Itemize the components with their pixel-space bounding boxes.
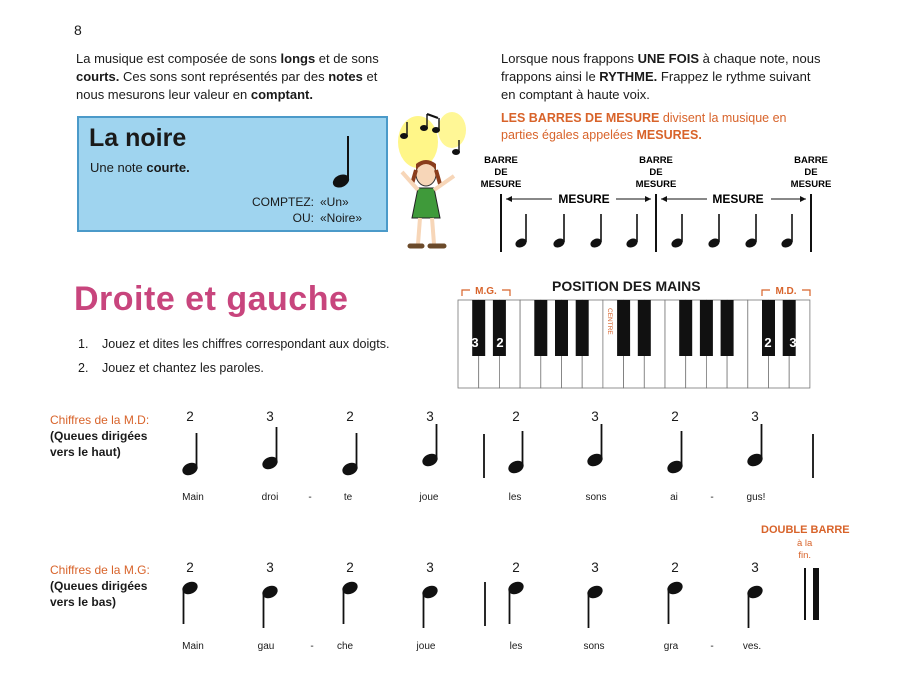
left-hand-label-text: Chiffres de la M.G:	[50, 563, 150, 577]
count-value: «Un»	[320, 195, 349, 209]
lyric-syllable: les	[508, 492, 522, 503]
intro-text: et nous mesurons leur valeur en	[76, 69, 378, 102]
finger-number: 2	[671, 560, 679, 575]
lyric-syllable: Main	[182, 492, 204, 503]
black-key	[534, 300, 547, 356]
lh-finger-2: 2	[496, 335, 504, 350]
box-count	[244, 194, 366, 226]
intro-bold-notes: notes	[328, 69, 363, 84]
quarter-note	[340, 433, 359, 478]
finger-number: 3	[751, 560, 759, 575]
lh-finger-3: 3	[471, 335, 479, 350]
intro-bold-longs: longs	[280, 51, 316, 66]
double-bar-sub: à la	[797, 538, 813, 549]
finger-number: 3	[591, 560, 599, 575]
quarter-note	[745, 424, 764, 469]
barre-label-line: MESURE	[790, 179, 832, 190]
lyric-syllable: -	[710, 492, 714, 503]
bars-bold-mesures: MESURES.	[636, 128, 702, 142]
quarter-note	[589, 214, 603, 249]
barre-label-line: MESURE	[635, 179, 677, 190]
instruction-text: Jouez et dites les chiffres correspondant aux doigts.	[102, 337, 390, 351]
rh-finger-3: 3	[789, 335, 797, 350]
instruction-item	[78, 337, 389, 361]
quarter-note	[260, 427, 279, 472]
finger-number: 2	[512, 409, 520, 424]
right-hand-staff-label	[50, 412, 149, 460]
black-key	[721, 300, 734, 356]
quarter-note	[506, 579, 525, 624]
box-subtitle	[90, 160, 190, 175]
finger-number: 3	[426, 409, 434, 424]
lyric-syllable: ai	[670, 492, 678, 503]
finger-number: 2	[671, 409, 679, 424]
quarter-note	[420, 424, 439, 469]
intro-bold-comptant: comptant.	[250, 87, 313, 102]
box-subtitle-bold: courte.	[146, 160, 190, 175]
quarter-note	[745, 583, 764, 628]
lyric-syllable: sons	[583, 641, 605, 652]
quarter-note	[514, 214, 528, 249]
quarter-note	[707, 214, 721, 249]
lyric-syllable: -	[310, 641, 314, 652]
rhythm-text: Frappez le rythme suivant en comptant à haute voix.	[501, 69, 811, 102]
bars-text: divisent la musique en parties égales appelées	[501, 111, 787, 142]
barre-label-line: DE	[494, 167, 508, 178]
finger-number: 2	[186, 409, 194, 424]
double-bar-thick	[813, 568, 819, 620]
lyric-syllable: -	[308, 492, 312, 503]
lyric-syllable: Main	[182, 641, 204, 652]
lyric-syllable: ves.	[742, 641, 762, 652]
black-key	[638, 300, 651, 356]
right-hand-label-text: Chiffres de la M.D:	[50, 413, 150, 427]
intro-paragraph	[76, 50, 394, 104]
instruction-number: 1.	[78, 337, 89, 351]
rhythm-text: à chaque note, nous frappons ainsi le	[501, 51, 821, 84]
rhythm-text: Lorsque nous frappons	[501, 51, 638, 66]
barre-label-line: DE	[804, 167, 818, 178]
intro-text: Ces sons sont représentés par des	[119, 69, 329, 84]
black-key	[576, 300, 589, 356]
quarter-note	[180, 579, 199, 624]
left-hand-staff	[150, 568, 830, 638]
box-subtitle-text: Une note	[90, 160, 147, 175]
quarter-note-icon	[329, 134, 359, 190]
finger-number: 2	[186, 560, 194, 575]
double-bar-note	[797, 538, 812, 562]
girl-juggling-notes-illustration	[392, 104, 478, 256]
right-hand-label: M.D.	[775, 286, 797, 297]
rhythm-bold-rythme: RYTHME.	[599, 69, 658, 84]
finger-number: 3	[751, 409, 759, 424]
quarter-note	[552, 214, 566, 249]
right-hand-stem-note: vers le haut)	[50, 445, 121, 459]
right-hand-stem-note: (Queues dirigées	[50, 429, 148, 443]
barre-label-line: BARRE	[639, 155, 673, 166]
piano-keyboard	[456, 284, 816, 392]
intro-bold-courts: courts.	[76, 69, 120, 84]
box-title: La noire	[89, 124, 187, 152]
black-key	[679, 300, 692, 356]
left-hand-label: M.G.	[475, 286, 497, 297]
quarter-note	[665, 579, 684, 624]
lyric-syllable: -	[710, 641, 714, 652]
lyric-syllable: gra	[663, 641, 679, 652]
quarter-note	[665, 431, 684, 476]
left-hand-staff-label	[50, 562, 150, 610]
quarter-note-box	[77, 116, 388, 232]
lyric-syllable: te	[343, 492, 353, 503]
quarter-note	[625, 214, 639, 249]
measure-arrow	[506, 192, 651, 206]
left-hand-stem-note: (Queues dirigées	[50, 579, 148, 593]
quarter-note	[506, 431, 525, 476]
lyric-syllable: droi	[261, 492, 279, 503]
left-hand-stem-note: vers le bas)	[50, 595, 117, 609]
rhythm-bold-une-fois: UNE FOIS	[637, 51, 700, 66]
keyboard-title: POSITION DES MAINS	[552, 278, 701, 294]
instruction-item	[78, 361, 389, 385]
finger-number: 2	[346, 560, 354, 575]
measure-notes	[514, 214, 794, 249]
lyric-syllable: les	[509, 641, 523, 652]
count-label: OU:	[292, 211, 314, 225]
section-title: Droite et gauche	[74, 280, 349, 318]
quarter-note	[585, 424, 604, 469]
lyric-syllable: sons	[585, 492, 607, 503]
page-number: 8	[74, 22, 82, 38]
mesure-label: MESURE	[712, 192, 764, 206]
barre-label-line: MESURE	[480, 179, 522, 190]
finger-number: 3	[591, 409, 599, 424]
right-hand-bracket	[762, 286, 810, 297]
quarter-note	[260, 583, 279, 628]
lyric-syllable: joue	[419, 492, 439, 503]
quarter-note	[780, 214, 794, 249]
instruction-number: 2.	[78, 361, 89, 375]
left-hand-bracket	[462, 286, 510, 297]
lyric-syllable: gus!	[746, 492, 766, 503]
quarter-note	[744, 214, 758, 249]
black-key	[555, 300, 568, 356]
right-hand-staff	[150, 420, 830, 490]
lyric-syllable: joue	[416, 641, 436, 652]
finger-number: 3	[426, 560, 434, 575]
barre-label-line: BARRE	[484, 155, 518, 166]
lyric-syllable: che	[336, 641, 354, 652]
rhythm-paragraph	[501, 50, 821, 104]
mesure-label: MESURE	[558, 192, 610, 206]
barre-label-line: DE	[649, 167, 663, 178]
black-key	[700, 300, 713, 356]
lyric-syllable: gau	[257, 641, 275, 652]
black-key	[617, 300, 630, 356]
centre-label: CENTRE	[606, 308, 613, 335]
measure-arrow	[661, 192, 806, 206]
quarter-note	[340, 579, 359, 624]
count-label: COMPTEZ:	[252, 195, 314, 209]
finger-number: 3	[266, 409, 274, 424]
instruction-text: Jouez et chantez les paroles.	[102, 361, 264, 375]
quarter-note	[180, 433, 199, 478]
quarter-note	[420, 583, 439, 628]
intro-text: La musique est composée de sons	[76, 51, 281, 66]
finger-number: 3	[266, 560, 274, 575]
quarter-note	[585, 583, 604, 628]
keyboard-keys	[458, 300, 810, 388]
instruction-list	[78, 337, 389, 385]
rh-finger-2: 2	[764, 335, 772, 350]
barre-labels	[481, 155, 832, 190]
quarter-note	[670, 214, 684, 249]
double-bar-label: DOUBLE BARRE	[761, 524, 850, 536]
bars-explanation	[501, 110, 821, 144]
barre-label-line: BARRE	[794, 155, 828, 166]
bars-bold-title: LES BARRES DE MESURE	[501, 111, 660, 125]
double-bar-sub: fin.	[798, 550, 811, 561]
finger-number: 2	[346, 409, 354, 424]
count-value: «Noire»	[320, 211, 363, 225]
measure-diagram	[474, 150, 844, 260]
intro-text: et de sons	[315, 51, 379, 66]
finger-number: 2	[512, 560, 520, 575]
